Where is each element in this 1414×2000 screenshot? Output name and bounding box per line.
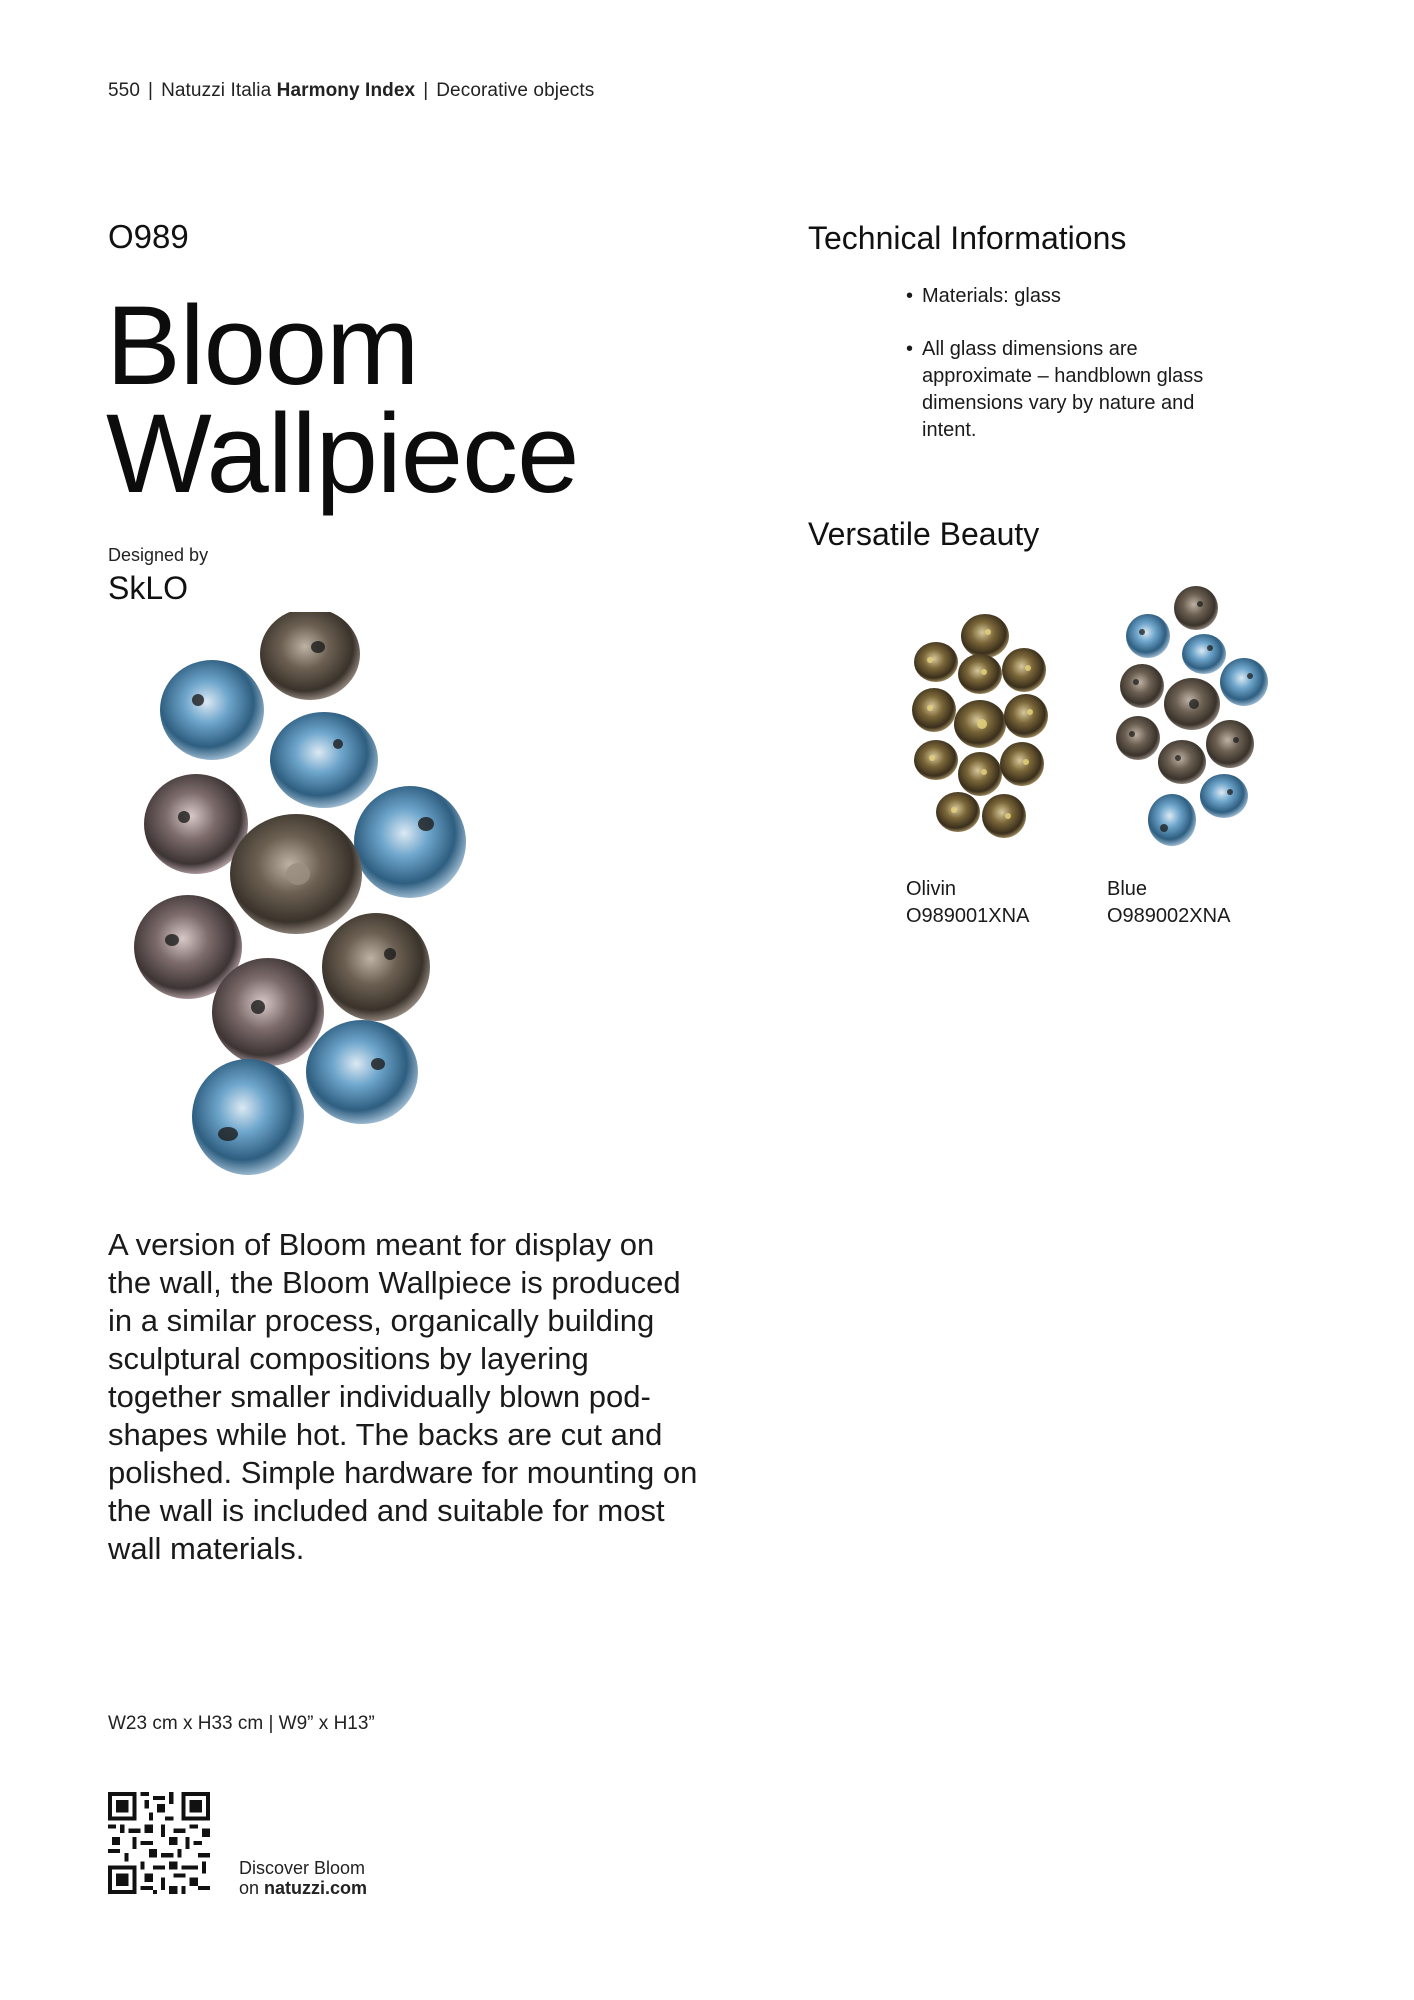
designer-name: SkLO	[108, 570, 189, 606]
glass-pods	[134, 612, 466, 1175]
product-title	[106, 283, 579, 516]
page-number: 550	[108, 80, 141, 101]
technical-item: • All glass dimensions are approximate – handblown glass dimensions vary by nature and intent.	[906, 336, 1206, 444]
variant-code: O989002XNA	[1107, 905, 1231, 927]
variant-name: Olivin	[906, 878, 957, 900]
product-dimensions: W23 cm x H33 cm | W9” x H13”	[108, 1713, 375, 1734]
product-title-line2: Wallpiece	[106, 391, 579, 516]
technical-title: Technical Informations	[808, 220, 1127, 256]
product-image	[128, 612, 488, 1187]
product-code: O989	[108, 218, 189, 255]
versatile-title: Versatile Beauty	[808, 516, 1040, 552]
qr-code[interactable]	[108, 1792, 210, 1894]
variant-blue-image	[1108, 584, 1273, 854]
variant-code: O989001XNA	[906, 905, 1030, 927]
product-description: A version of Bloom meant for display on the wall, the Bloom Wallpiece is produced in a similar process, organically building sculptural compositions by layering together smaller individually blown pod-shapes while hot. The backs are cut and polished. Simple hardware for mounting on the wall is included and suitable for most wall materials.	[108, 1227, 698, 1566]
brand-name: Natuzzi Italia	[161, 80, 272, 101]
discover-site[interactable]: natuzzi.com	[264, 1878, 368, 1898]
discover-prefix: on	[239, 1878, 260, 1898]
variant-blue-label	[1107, 876, 1230, 930]
section-name: Decorative objects	[436, 80, 595, 101]
variant-name: Blue	[1107, 878, 1148, 900]
technical-list	[906, 283, 1206, 470]
discover-line1: Discover Bloom	[239, 1858, 366, 1878]
variant-olivin-image	[900, 612, 1060, 847]
technical-item: • Materials: glass	[906, 283, 1206, 310]
index-name: Harmony Index	[276, 80, 416, 101]
page-header: 550 | Natuzzi Italia Harmony Index | Decorative objects	[108, 80, 595, 101]
product-title-line1: Bloom	[106, 283, 419, 408]
discover-link-text[interactable]	[239, 1858, 367, 1898]
designed-by-label: Designed by	[108, 545, 209, 565]
variant-olivin-label	[906, 876, 1029, 930]
